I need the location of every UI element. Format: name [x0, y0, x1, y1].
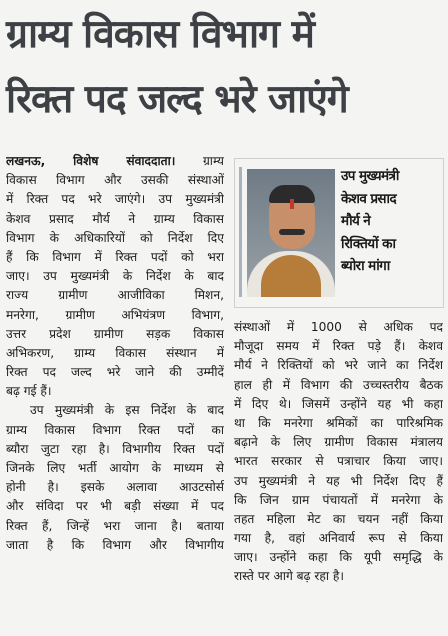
- left-line: केशव प्रसाद मौर्य ने ग्राम्य विकास: [6, 211, 224, 226]
- left-line: राज्य ग्रामीण आजीविका मिशन,: [6, 288, 224, 303]
- right-line: जाए। उन्होंने कहा कि यूपी समृद्धि के: [234, 550, 443, 565]
- photo-inset: [234, 158, 444, 308]
- left-line: ब्यौरा जुटा रहा है। विभागीय रिक्त पदों: [6, 441, 224, 456]
- deputy-cm-photo: [247, 169, 335, 297]
- caption-line: उप मुख्यमंत्री: [341, 168, 399, 184]
- byline: लखनऊ, विशेष संवाददाता।: [6, 154, 176, 168]
- caption-line: रिक्तियों का: [341, 235, 396, 252]
- right-line: रास्ते पर आगे बढ़ रहा है।: [234, 569, 344, 584]
- left-line: में रिक्त पद भरे जाएंगे। उप मुख्यमंत्री: [6, 192, 224, 207]
- right-line: हाल ही में विभाग की उच्चस्तरीय बैठक: [234, 377, 443, 392]
- left-line: विभाग के अधिकारियों को निर्देश दिए: [6, 230, 224, 245]
- headline: [6, 2, 442, 132]
- left-line: बढ़ गई हैं।: [6, 384, 52, 399]
- right-line: बढ़ाने के लिए ग्रामीण विकास मंत्रालय: [234, 435, 443, 450]
- right-line: उप मुख्यमंत्री ने यह भी निर्देश दिए हैं: [234, 473, 443, 488]
- left-line: ग्राम्य विकास विभाग रिक्त पदों का: [6, 422, 224, 437]
- left-line: और संविदा पर भी बड़ी संख्या में पद: [6, 499, 224, 514]
- left-line: विकास विभाग और उसकी संस्थाओं: [6, 173, 224, 188]
- left-line: मनरेगा, ग्रामीण अभियंत्रण विभाग,: [6, 307, 224, 322]
- right-line: संस्थाओं में 1000 से अधिक पद: [234, 320, 443, 334]
- left-line: जिनके लिए भर्ती आयोग के माध्यम से: [6, 461, 224, 475]
- photo-tilak: [290, 199, 294, 209]
- right-line: तहत महिला मेट का चयन नहीं किया: [234, 511, 443, 526]
- left-line: रिक्त हैं, जिन्हें भरा जाना है। बताया: [6, 518, 224, 533]
- right-column: [234, 318, 443, 587]
- inset-caption: [341, 165, 441, 278]
- photo-mustache: [279, 229, 305, 235]
- inset-accent-bar: [239, 167, 242, 297]
- right-line: कि जिन ग्राम पंचायतों में मनरेगा के: [234, 492, 443, 507]
- left-line: उत्तर प्रदेश ग्रामीण सड़क विकास: [6, 326, 224, 341]
- right-line: था कि मनरेगा श्रमिकों का पारिश्रमिक: [234, 415, 443, 430]
- caption-line: केशव प्रसाद: [341, 190, 397, 207]
- left-line: जाता है कि विभाग और विभागीय: [6, 537, 224, 552]
- right-line: में दिए थे। जिसमें उन्होंने यह भी कहा: [234, 396, 443, 411]
- right-line: गया है, वहां अनिवार्य रूप से किया: [234, 531, 443, 546]
- left-line: अभिकरण, ग्राम्य विकास संस्थान में: [6, 345, 224, 360]
- right-line: मौर्य ने रिक्तियों को भरे जाने का निर्देश: [234, 358, 443, 373]
- left-line: रिक्त पद जल्द भरे जाने की उम्मीदें: [6, 365, 224, 380]
- right-line: मौजूदा समय में रिक्त पड़े हैं। केशव: [234, 339, 443, 354]
- left-line: हैं कि विभाग में रिक्त पदों को भरा: [6, 249, 224, 264]
- left-line: [6, 152, 224, 171]
- left-line: जाए। उप मुख्यमंत्री के निर्देश के बाद: [6, 269, 224, 284]
- headline-line-1: ग्राम्य विकास विभाग में: [6, 12, 314, 57]
- left-line: उप मुख्यमंत्री के इस निर्देश के बाद: [30, 403, 224, 418]
- caption-line: ब्योरा मांगा: [341, 258, 390, 274]
- headline-line-2: रिक्त पद जल्द भरे जाएंगे: [6, 77, 348, 122]
- left-column: [6, 152, 224, 555]
- left-line-text: ग्राम्य: [202, 154, 224, 168]
- caption-line: मौर्य ने: [341, 213, 371, 229]
- right-line: भारत सरकार से पत्राचार किया जाए।: [234, 454, 443, 469]
- left-line: होनी है। इसके अलावा आउटसोर्स: [6, 480, 224, 495]
